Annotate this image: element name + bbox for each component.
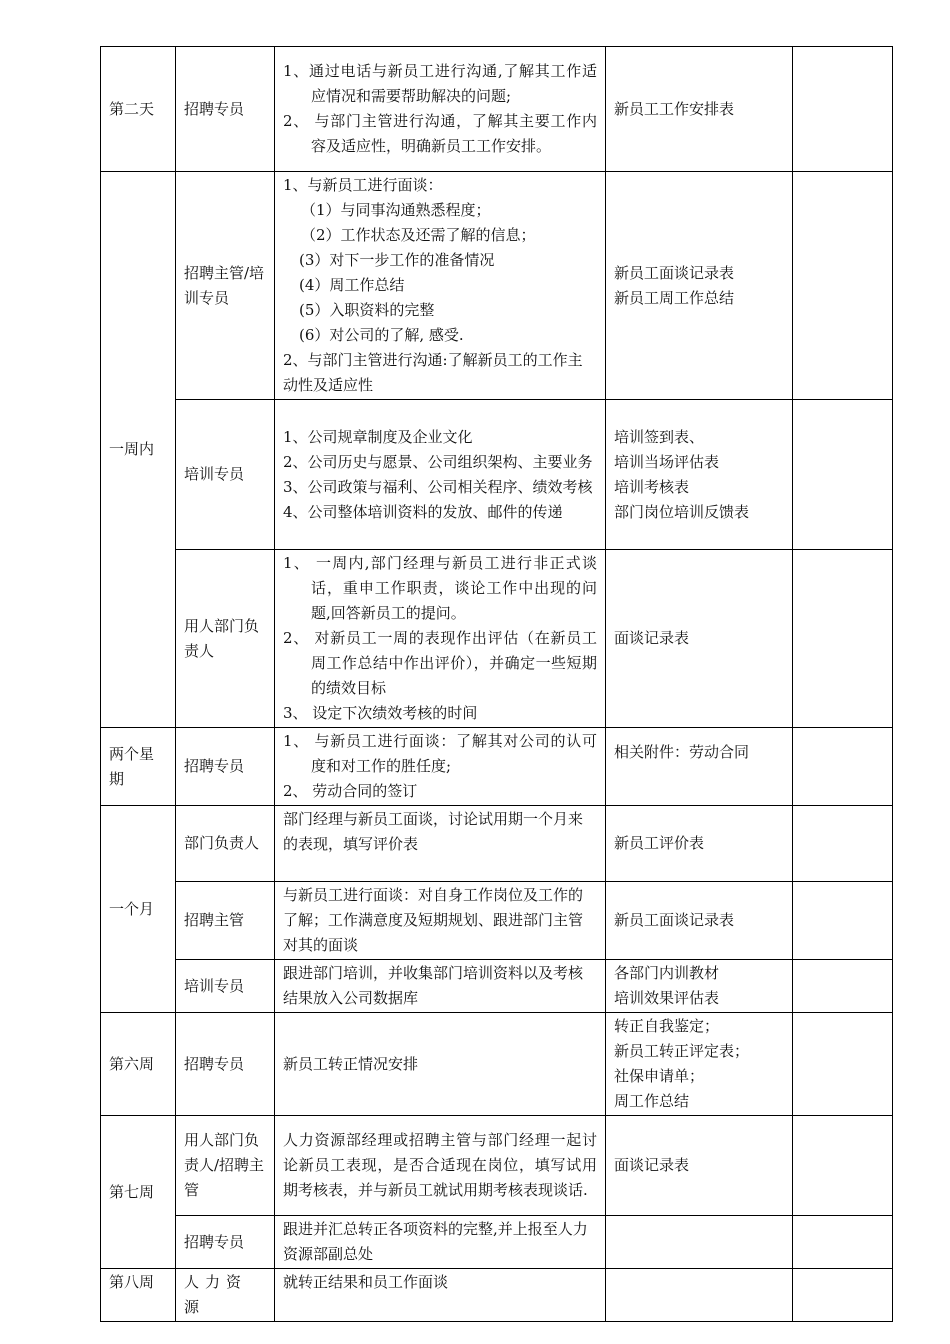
onboarding-schedule-table (100, 46, 893, 1322)
time-cell: 第八周 (101, 1269, 176, 1322)
table-row (101, 1216, 893, 1269)
notes-cell (793, 400, 893, 550)
role-cell: 培训专员 (176, 400, 275, 550)
time-cell: 一个月 (101, 806, 176, 1013)
notes-cell (793, 172, 893, 400)
activity-line: 1、公司规章制度及企业文化 (283, 427, 473, 446)
activity-line: 2、与部门主管进行沟通:了解新员工的工作主动性及适应性 (283, 351, 583, 394)
activity-line: 3、 设定下次绩效考核的时间 (283, 704, 478, 722)
role-cell: 培训专员 (176, 960, 275, 1013)
form-line: 培训效果评估表 (614, 989, 720, 1007)
notes-cell (793, 806, 893, 882)
activity-line: 1、 与新员工进行面谈：了解其对公司的认可度和对工作的胜任度; (283, 732, 597, 775)
time-cell: 一周内 (101, 172, 176, 728)
role-cell: 招聘专员 (176, 1013, 275, 1116)
form-cell: 相关附件：劳动合同 (606, 728, 793, 806)
table-row (101, 1013, 893, 1116)
role-cell: 招聘专员 (176, 1216, 275, 1269)
form-cell (606, 1013, 793, 1116)
form-line: 社保申请单； (614, 1067, 705, 1085)
form-line: 培训考核表 (614, 477, 690, 496)
role-cell: 人力资源 (176, 1269, 275, 1322)
form-line: 各部门内训教材 (614, 964, 720, 982)
activity-line: （1）与同事沟通熟悉程度； (301, 201, 491, 219)
form-cell (606, 400, 793, 550)
table-row (101, 1116, 893, 1216)
time-cell: 第二天 (101, 47, 176, 172)
activity-cell (275, 47, 606, 172)
form-cell: 面谈记录表 (606, 1116, 793, 1216)
table-row (101, 882, 893, 960)
activity-line: 2、 与部门主管进行沟通，了解其主要工作内容及适应性，明确新员工工作安排。 (283, 112, 597, 155)
form-line: 部门岗位培训反馈表 (614, 502, 750, 521)
activity-line: (6）对公司的了解, 感受. (299, 326, 464, 344)
form-line: 新员工转正评定表； (614, 1042, 750, 1060)
notes-cell (793, 1269, 893, 1322)
activity-cell: 人力资源部经理或招聘主管与部门经理一起讨论新员工表现，是否合适现在岗位，填写试用期考核表，并与新员工就试用期考核表现谈话. (275, 1116, 606, 1216)
notes-cell (793, 47, 893, 172)
notes-cell (793, 960, 893, 1013)
notes-cell (793, 1013, 893, 1116)
notes-cell (793, 1216, 893, 1269)
activity-cell (275, 550, 606, 728)
role-cell: 招聘专员 (176, 728, 275, 806)
form-cell (606, 172, 793, 400)
form-cell: 新员工评价表 (606, 806, 793, 882)
table-row (101, 806, 893, 882)
activity-cell: 就转正结果和员工作面谈 (275, 1269, 606, 1322)
activity-line: 1、通过电话与新员工进行沟通,了解其工作适应情况和需要帮助解决的问题; (283, 62, 597, 105)
activity-line: (3）对下一步工作的准备情况 (299, 251, 495, 269)
role-cell: 用人部门负责人 (176, 550, 275, 728)
form-line: 转正自我鉴定； (614, 1017, 720, 1035)
table-row (101, 172, 893, 400)
time-cell: 两个星期 (101, 728, 176, 806)
role-cell: 招聘主管/培训专员 (176, 172, 275, 400)
activity-line: (4）周工作总结 (299, 276, 405, 294)
notes-cell (793, 882, 893, 960)
time-cell: 第六周 (101, 1013, 176, 1116)
table-row (101, 47, 893, 172)
role-cell: 部门负责人 (176, 806, 275, 882)
form-cell (606, 1269, 793, 1322)
form-line: 周工作总结 (614, 1092, 690, 1110)
form-cell (606, 1216, 793, 1269)
table-row (101, 960, 893, 1013)
form-line: 新员工周工作总结 (614, 288, 735, 307)
activity-line: 2、公司历史与愿景、公司组织架构、主要业务 (283, 452, 593, 471)
table-row (101, 728, 893, 806)
time-cell: 第七周 (101, 1116, 176, 1269)
activity-line: 1、 一周内,部门经理与新员工进行非正式谈话，重申工作职责，谈论工作中出现的问题,回答新员工的提问。 (283, 554, 597, 622)
activity-cell: 部门经理与新员工面谈，讨论试用期一个月来的表现，填写评价表 (275, 806, 606, 882)
activity-cell: 跟进部门培训，并收集部门培训资料以及考核结果放入公司数据库 (275, 960, 606, 1013)
table-row (101, 400, 893, 550)
role-cell: 招聘主管 (176, 882, 275, 960)
activity-cell (275, 728, 606, 806)
activity-cell: 新员工转正情况安排 (275, 1013, 606, 1116)
activity-line: 3、公司政策与福利、公司相关程序、绩效考核 (283, 477, 593, 496)
table-row (101, 1269, 893, 1322)
role-cell: 用人部门负责人/招聘主管 (176, 1116, 275, 1216)
activity-line: （2）工作状态及还需了解的信息； (301, 226, 536, 244)
form-line: 培训当场评估表 (614, 452, 720, 471)
activity-line: 2、 劳动合同的签订 (283, 782, 418, 800)
activity-cell (275, 400, 606, 550)
form-line: 新员工面谈记录表 (614, 263, 735, 282)
form-cell: 新员工工作安排表 (606, 47, 793, 172)
activity-cell: 跟进并汇总转正各项资料的完整,并上报至人力资源部副总处 (275, 1216, 606, 1269)
form-cell (606, 960, 793, 1013)
notes-cell (793, 550, 893, 728)
notes-cell (793, 1116, 893, 1216)
role-cell: 招聘专员 (176, 47, 275, 172)
activity-cell: 与新员工进行面谈：对自身工作岗位及工作的了解；工作满意度及短期规划、跟进部门主管对其的面谈 (275, 882, 606, 960)
form-cell: 新员工面谈记录表 (606, 882, 793, 960)
notes-cell (793, 728, 893, 806)
form-line: 培训签到表、 (614, 427, 705, 446)
form-cell: 面谈记录表 (606, 550, 793, 728)
activity-line: (5）入职资料的完整 (299, 301, 435, 319)
activity-line: 2、 对新员工一周的表现作出评估（在新员工周工作总结中作出评价），并确定一些短期的绩效目标 (283, 629, 597, 697)
table-row (101, 550, 893, 728)
activity-line: 4、公司整体培训资料的发放、邮件的传递 (283, 502, 563, 521)
activity-line: 1、与新员工进行面谈： (283, 176, 443, 194)
activity-cell (275, 172, 606, 400)
